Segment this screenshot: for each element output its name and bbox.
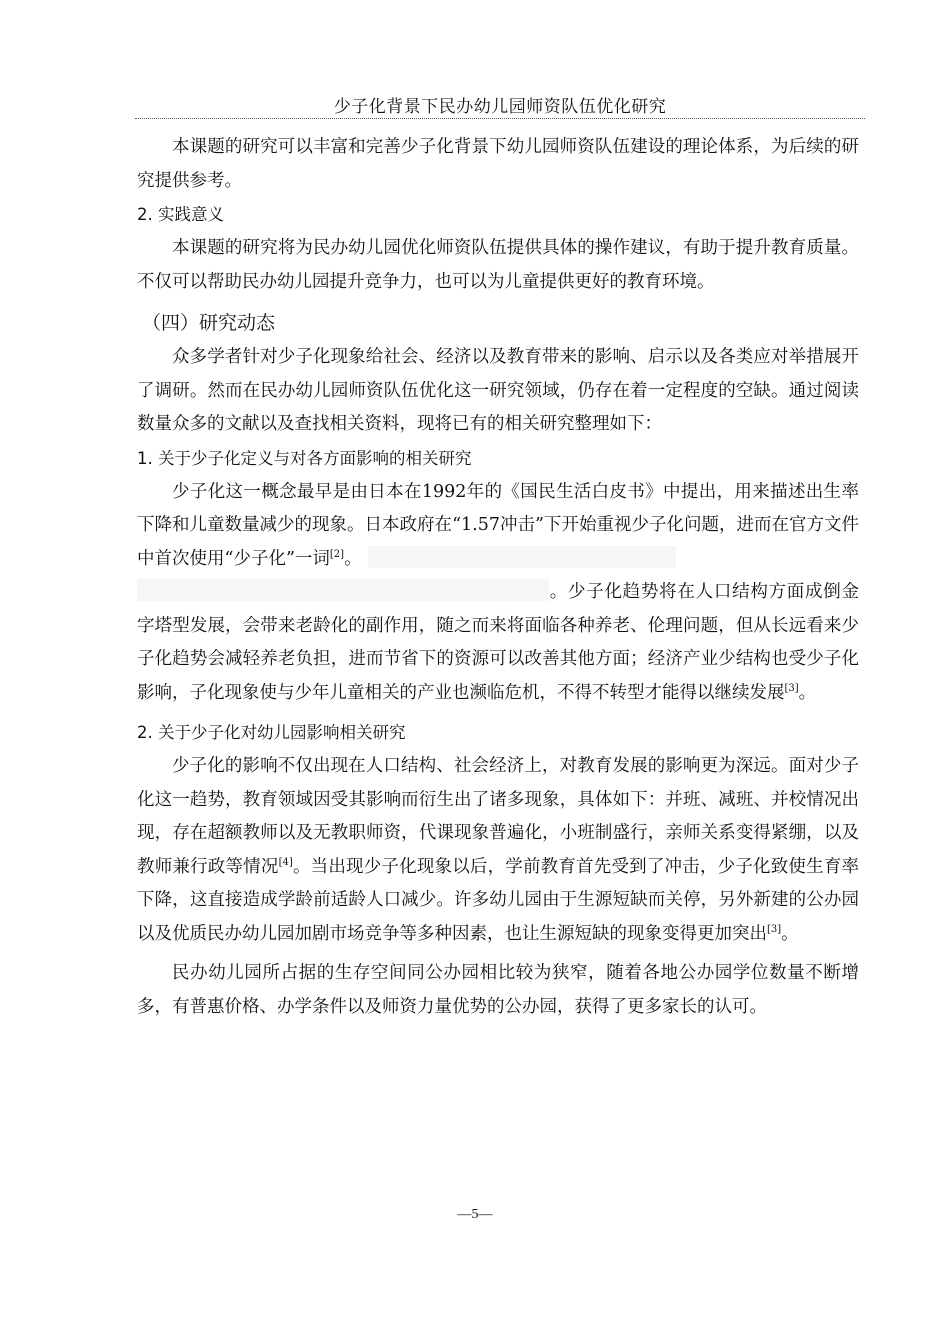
paragraph-kindergarten-impact-text2: 。当出现少子化现象以后，学前教育首先受到了冲击，少子化致使生育率下降，这直接造成学龄前适龄人口减少。许多幼儿园由于生源短缺而关停，另外新建的公办园以及优质民办幼儿园加剧市场竞争等多种因素，也让生源短缺的现象变得更加突出 <box>137 856 860 944</box>
citation-3b: [3] <box>767 923 782 935</box>
citation-4: [4] <box>278 856 293 868</box>
paragraph-definition-cont <box>137 576 859 710</box>
paragraph-kindergarten-impact <box>137 750 859 951</box>
subheading-definition-research: 1. 关于少子化定义与对各方面影响的相关研究 <box>137 448 472 468</box>
subheading-practical-significance: 2. 实践意义 <box>137 205 224 224</box>
section-heading-research-trends: （四）研究动态 <box>142 312 276 334</box>
paragraph-private-kindergarten: 民办幼儿园所占据的生存空间同公办园相比较为狭窄，随着各地公办园学位数量不断增多，有普惠价格、办学条件以及师资力量优势的公办园，获得了更多家长的认可。 <box>137 963 859 1017</box>
paragraph-practical-significance: 本课题的研究将为民办幼儿园优化师资队伍提供具体的操作建议，有助于提升教育质量。不仅可以帮助民办幼儿园提升竞争力，也可以为儿童提供更好的教育环境。 <box>137 238 859 292</box>
page-header-title: 少子化背景下民办幼儿园师资队伍优化研究 <box>333 97 667 117</box>
page-number: —5— <box>457 1207 493 1222</box>
citation-2: [2] <box>329 548 345 560</box>
citation-3: [3] <box>784 682 799 694</box>
paragraph-definition <box>137 476 859 577</box>
paragraph-research-overview: 众多学者针对少子化现象给社会、经济以及教育带来的影响、启示以及各类应对举措展开了调研。然而在民办幼儿园师资队伍优化这一研究领域，仍存在着一定程度的空缺。通过阅读数量众多的文献以及查找相关资料，现将已有的相关研究整理如下： <box>137 347 859 434</box>
paragraph-definition-cont-text: 。少子化趋势将在人口结构方面成倒金字塔型发展，会带来老龄化的副作用，随之而来将面临各种养老、伦理问题，但从长远看来少子化趋势会减轻养老负担，进而节省下的资源可以改善其他方面；经济产业少结构也受少子化影响，子化现象使与少年儿童相关的产业也濒临危机，不得不转型才能得以继续发展 <box>137 582 859 703</box>
subheading-kindergarten-impact: 2. 关于少子化对幼儿园影响相关研究 <box>137 723 406 742</box>
redacted-text <box>137 579 549 601</box>
document-body <box>137 131 859 1024</box>
header-divider <box>135 118 865 119</box>
punctuation: 。 <box>798 682 817 703</box>
punctuation: 。 <box>344 548 362 569</box>
punctuation: 。 <box>781 923 799 944</box>
paragraph-definition-text: 少子化这一概念最早是由日本在1992年的《国民生活白皮书》中提出，用来描述出生率下降和儿童数量减少的现象。日本政府在“1.57冲击”下开始重视少子化问题，进而在官方文件中首次使用“少子化”一词 <box>137 481 859 569</box>
paragraph-kindergarten-impact-text: 少子化的影响不仅出现在人口结构、社会经济上，对教育发展的影响更为深远。面对少子化这一趋势，教育领域因受其影响而衍生出了诸多现象，具体如下：并班、减班、并校情况出现，存在超额教师以及无教职师资，代课现象普遍化，小班制盛行，亲师关系变得紧绷，以及教师兼行政等情况 <box>137 756 859 877</box>
redacted-text <box>368 546 676 568</box>
paragraph-theory-significance: 本课题的研究可以丰富和完善少子化背景下幼儿园师资队伍建设的理论体系，为后续的研究提供参考。 <box>137 137 859 191</box>
